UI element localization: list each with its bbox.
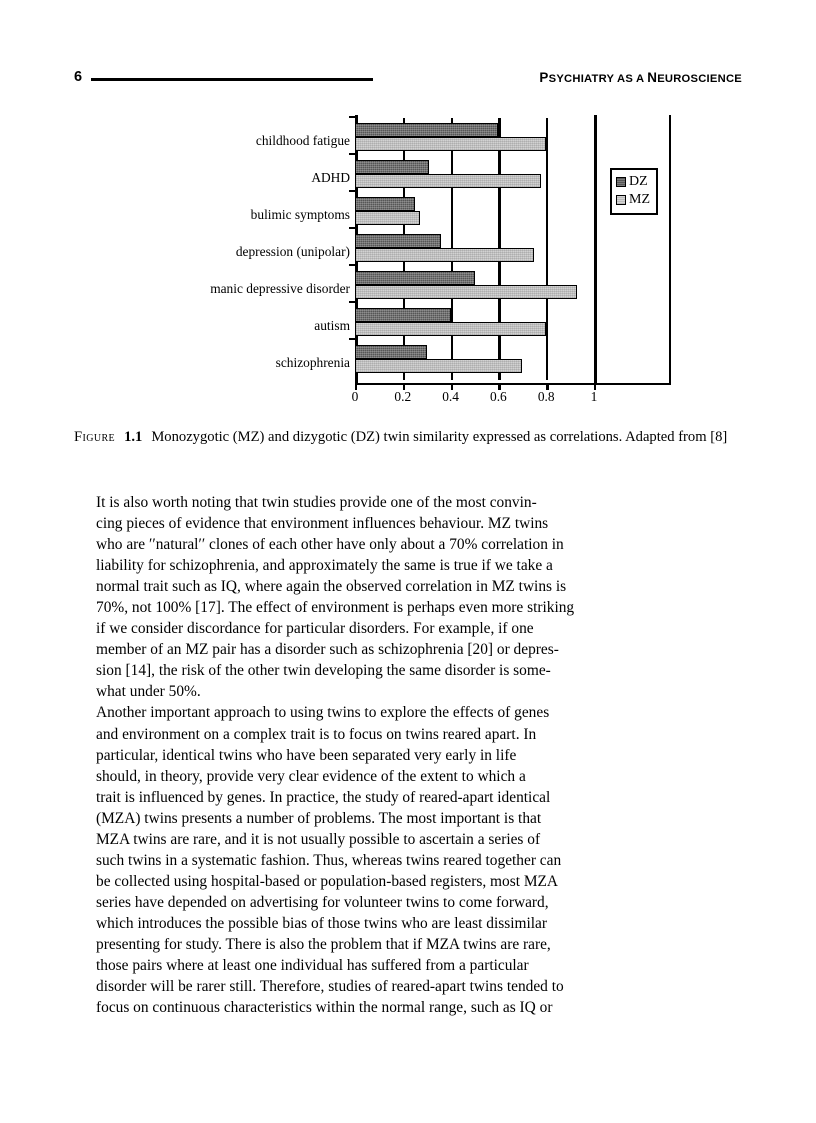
plot-outer-right-border [669, 115, 671, 383]
bar-mz-schizophrenia [355, 359, 522, 373]
bar-mz-childhood-fatigue [355, 137, 546, 151]
category-label-childhood-fatigue: childhood fatigue [255, 133, 350, 148]
running-head-smallcaps-1: SYCHIATRY AS A [548, 72, 648, 85]
y-tick-3 [349, 227, 356, 229]
category-label-adhd: ADHD [311, 170, 350, 185]
x-axis-label-0-2: 0.2 [394, 389, 412, 404]
bar-dz-schizophrenia [355, 345, 427, 359]
bar-dz-adhd [355, 160, 429, 174]
paragraph-1-line-3: who are ′′natural′′ clones of each other have only about a 70% correlation in [96, 536, 564, 554]
y-tick-2 [349, 190, 356, 192]
paragraph-2-line-12: presenting for study. There is also the problem that if MZA twins are rare, [96, 935, 551, 953]
paragraph-2-line-15: focus on continuous characteristics within the normal range, such as IQ or [96, 999, 553, 1017]
paragraph-1 [74, 492, 742, 702]
running-head [74, 64, 742, 90]
category-label-depression-unipolar: depression (unipolar) [235, 244, 350, 259]
x-axis-label-0-4: 0.4 [442, 389, 459, 404]
category-label-autism: autism [314, 318, 350, 333]
caption-text: Monozygotic (MZ) and dizygotic (DZ) twin similarity expressed as correlations. Adapted from [8] [151, 429, 728, 445]
gridline-0-8 [546, 118, 548, 380]
page-number: 6 [74, 68, 83, 85]
bar-dz-depression-unipolar [355, 234, 441, 248]
paragraph-1-line-10: what under 50%. [96, 683, 201, 701]
paragraph-1-line-9: sion [14], the risk of the other twin developing the same disorder is some- [96, 662, 551, 680]
paragraph-2-line-4: should, in theory, provide very clear evidence of the extent to which a [96, 767, 526, 785]
paragraph-2-line-6: (MZA) twins presents a number of problems. The most important is that [96, 809, 542, 827]
paragraph-2-line-10: series have depended on advertising for volunteer twins to come forward, [96, 893, 549, 911]
x-axis-label-0: 0 [351, 389, 359, 404]
running-head-cap-p: P [539, 69, 549, 85]
paragraph-2-line-14: disorder will be rarer still. Therefore, studies of reared-apart twins tended to [96, 978, 564, 996]
body-text [74, 492, 742, 1018]
paragraph-2-line-9: be collected using hospital-based or population-based registers, most MZA [96, 872, 559, 890]
y-tick-0 [349, 116, 356, 118]
paragraph-1-line-8: member of an MZ pair has a disorder such as schizophrenia [20] or depres- [96, 641, 559, 659]
bar-mz-manic-depressive-disorder [355, 285, 577, 299]
x-axis-label-0-6: 0.6 [490, 389, 507, 404]
category-axis-labels [184, 118, 350, 380]
bar-mz-adhd [355, 174, 541, 188]
category-label-bulimic-symptoms: bulimic symptoms [250, 207, 350, 222]
paragraph-1-line-1: It is also worth noting that twin studies provide one of the most convin- [96, 494, 537, 511]
y-tick-1 [349, 153, 356, 155]
legend-item-dz [616, 173, 650, 191]
figure-caption [74, 428, 742, 448]
y-tick-6 [349, 338, 356, 340]
x-axis-label-1: 1 [590, 389, 598, 404]
paragraph-2-line-8: such twins in a systematic fashion. Thus, whereas twins reared together can [96, 851, 562, 869]
legend-item-mz [616, 191, 650, 209]
chart-legend [610, 168, 658, 215]
bar-dz-manic-depressive-disorder [355, 271, 475, 285]
bar-dz-autism [355, 308, 451, 322]
bar-mz-bulimic-symptoms [355, 211, 420, 225]
paragraph-2-line-5: trait is influenced by genes. In practice, the study of reared-apart identical [96, 788, 551, 806]
caption-figure-word: Figure [74, 429, 116, 445]
paragraph-2-line-3: particular, identical twins who have been separated very early in life [96, 746, 517, 764]
header-rule [91, 78, 373, 80]
running-head-smallcaps-2: EUROSCIENCE [657, 72, 742, 85]
bar-dz-childhood-fatigue [355, 123, 498, 137]
paragraph-2 [74, 702, 742, 1018]
bar-mz-depression-unipolar [355, 248, 534, 262]
paragraph-2-line-1: Another important approach to using twins to explore the effects of genes [96, 704, 550, 722]
paragraph-2-line-7: MZA twins are rare, and it is not usually possible to ascertain a series of [96, 830, 541, 848]
legend-swatch-dz-icon [616, 177, 626, 187]
paragraph-2-line-11: which introduces the possible bias of those twins who are least dissimilar [96, 914, 547, 932]
paragraph-1-line-7: if we consider discordance for particular disorders. For example, if one [96, 620, 534, 638]
category-label-schizophrenia: schizophrenia [275, 355, 350, 370]
plot-area [355, 118, 596, 380]
bar-mz-autism [355, 322, 546, 336]
running-head-cap-n: N [647, 69, 658, 85]
x-axis-label-0-8: 0.8 [537, 389, 555, 404]
paragraph-1-line-6: 70%, not 100% [17]. The effect of environment is perhaps even more striking [96, 599, 575, 617]
paragraph-2-line-13: those pairs where at least one individual has suffered from a particular [96, 957, 529, 975]
legend-swatch-mz-icon [616, 195, 626, 205]
plot-right-border [594, 115, 597, 383]
value-axis-labels [351, 389, 685, 410]
y-tick-4 [349, 264, 356, 266]
paragraph-1-line-4: liability for schizophrenia, and approximately the same is true if we take a [96, 557, 553, 575]
figure-1-1 [74, 110, 742, 410]
legend-label-dz: DZ [629, 174, 648, 189]
paragraph-1-line-5: normal trait such as IQ, where again the observed correlation in MZ twins is [96, 578, 567, 596]
bar-chart [74, 110, 674, 410]
paragraph-2-line-2: and environment on a complex trait is to focus on twins reared apart. In [96, 725, 537, 743]
running-head-title [539, 70, 742, 85]
caption-figure-number: 1.1 [124, 429, 143, 445]
bar-dz-bulimic-symptoms [355, 197, 415, 211]
y-tick-5 [349, 301, 356, 303]
legend-label-mz: MZ [629, 192, 650, 207]
paragraph-1-line-2: cing pieces of evidence that environment influences behaviour. MZ twins [96, 515, 549, 533]
category-label-manic-depressive-disorder: manic depressive disorder [210, 281, 350, 296]
